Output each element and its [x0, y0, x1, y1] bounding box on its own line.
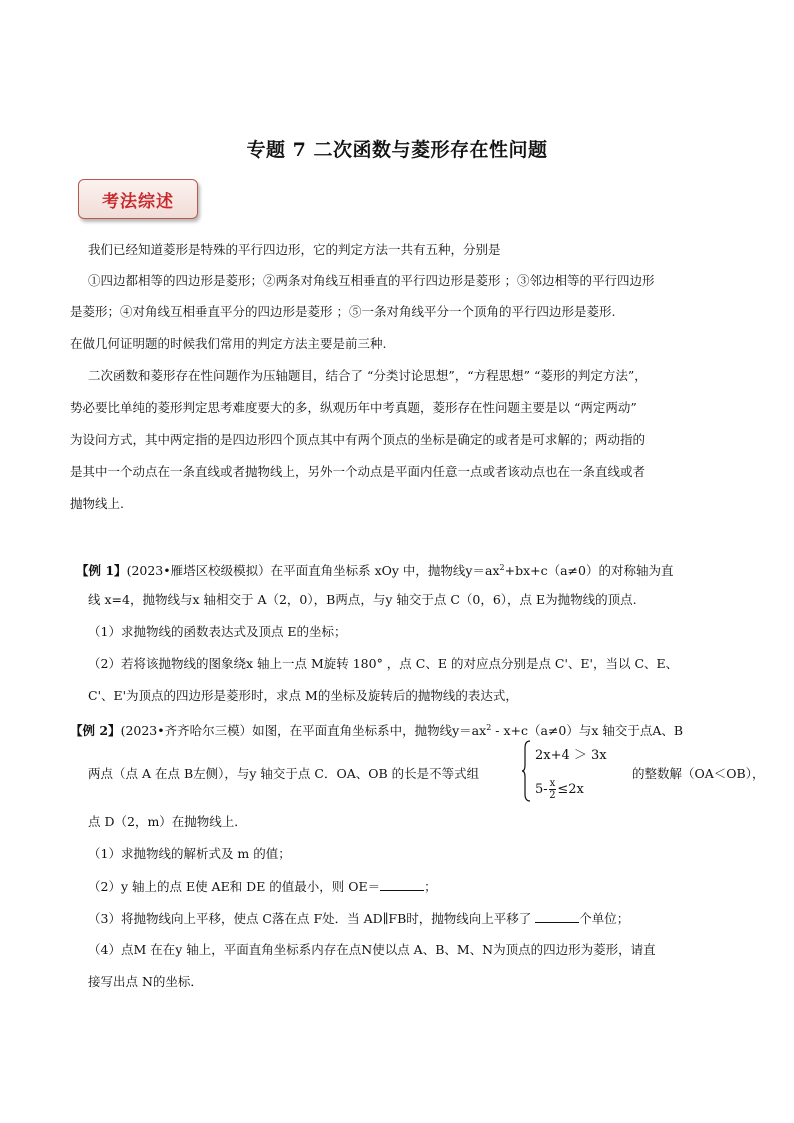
intro-line: 在做几何证明题的时候我们常用的判定方法主要是前三种. [70, 336, 387, 351]
example2-question4: （4）点M 在在y 轴上，平面直角坐标系内存在点N使以点 A、B、M、N为顶点的四边形为菱形，请直 [88, 942, 656, 957]
answer-blank [380, 878, 424, 891]
example2-question2: （2）y 轴上的点 E使 AE和 DE 的值最小，则 OE＝ ； [88, 879, 437, 894]
intro-line: 是其中一个动点在一条直线或者抛物线上，另外一个动点是平面内任意一点或者该动点也在一条直线或者 [70, 464, 646, 479]
intro-line: 二次函数和菱形存在性问题作为压轴题目，结合了 “分类讨论思想”，“方程思想” “菱形的判定方法”， [88, 368, 647, 383]
example1-tag: 【例 1】 [76, 563, 127, 579]
answer-blank [535, 910, 579, 923]
intro-line: 是菱形；④对角线互相垂直平分的四边形是菱形 ；⑤一条对角线平分一个顶角的平行四边形是菱形. [70, 304, 616, 319]
intro-line: 势必要比单纯的菱形判定思考难度要大的多，纵观历年中考真题，菱形存在性问题主要是以 “两定两动” [70, 400, 637, 415]
example2-question1: （1）求抛物线的解析式及 m 的值； [88, 846, 291, 861]
inequality-2: 5- $\frac{x}{2}$ ≤2x [535, 778, 584, 801]
example1-line1: 【例 1】(2023•雁塔区校级模拟）在平面直角坐标系 xOy 中，抛物线$y=ax^2+bx+c(a\ne 0)$的对称轴为直 [76, 563, 674, 579]
inequality-system [521, 740, 631, 804]
left-brace-icon [521, 740, 531, 802]
example1-question2: （2）若将该抛物线的图象绕x 轴上一点 M旋转 180° ，点 C、E 的对应点分别是点 C'、E'，当以 C、E、 [88, 656, 679, 671]
intro-line: 为设问方式，其中两定指的是四边形四个顶点其中有两个顶点的坐标是确定的或者是可求解的；两动指的 [70, 432, 646, 447]
example1-question1: （1）求抛物线的函数表达式及顶点 E的坐标； [88, 624, 347, 639]
inequality-1: 2x+4 ＞ 3x [535, 748, 607, 763]
example2-line1: 【例 2】(2023•齐齐哈尔三模）如图，在平面直角坐标系中，抛物线$y=ax^2 - x+c(a\ne 0)$与x 轴交于点A、B [70, 723, 684, 739]
example2-line2b: 的整数解（OA＜OB）， [632, 766, 765, 781]
section-badge [78, 179, 198, 219]
example2-question3: （3）将抛物线向上平移，使点 C落在点 F处．当 AD∥FB时，抛物线向上平移了 个单位； [88, 911, 630, 926]
example1-line2: 线 x=4，抛物线与x 轴相交于 A（2，0），B两点，与y 轴交于点 C（0，6），点 E为抛物线的顶点. [88, 592, 637, 607]
badge-label: 考法综述 [102, 191, 174, 212]
fraction-x-over-2: $\frac{x}{2}$ [549, 778, 556, 801]
example1-question2-cont: C'、E'为顶点的四边形是菱形时，求点 M的坐标及旋转后的抛物线的表达式， [88, 688, 518, 703]
intro-line: 抛物线上. [70, 496, 124, 511]
example2-tag: 【例 2】 [70, 723, 121, 739]
example2-line3: 点 D（2，m）在抛物线上． [88, 814, 247, 829]
intro-line: ①四边都相等的四边形是菱形；②两条对角线互相垂直的平行四边形是菱形 ；③邻边相等的平行四边形 [88, 273, 655, 288]
example2-line2a: 两点（点 A 在点 B左侧），与y 轴交于点 C．OA、OB 的长是不等式组 [88, 766, 480, 781]
example2-question4-cont: 接写出点 N的坐标． [88, 974, 203, 989]
page-title: 专题 7 二次函数与菱形存在性问题 [246, 139, 548, 161]
intro-line: 我们已经知道菱形是特殊的平行四边形，它的判定方法一共有五种，分别是 [88, 242, 501, 257]
